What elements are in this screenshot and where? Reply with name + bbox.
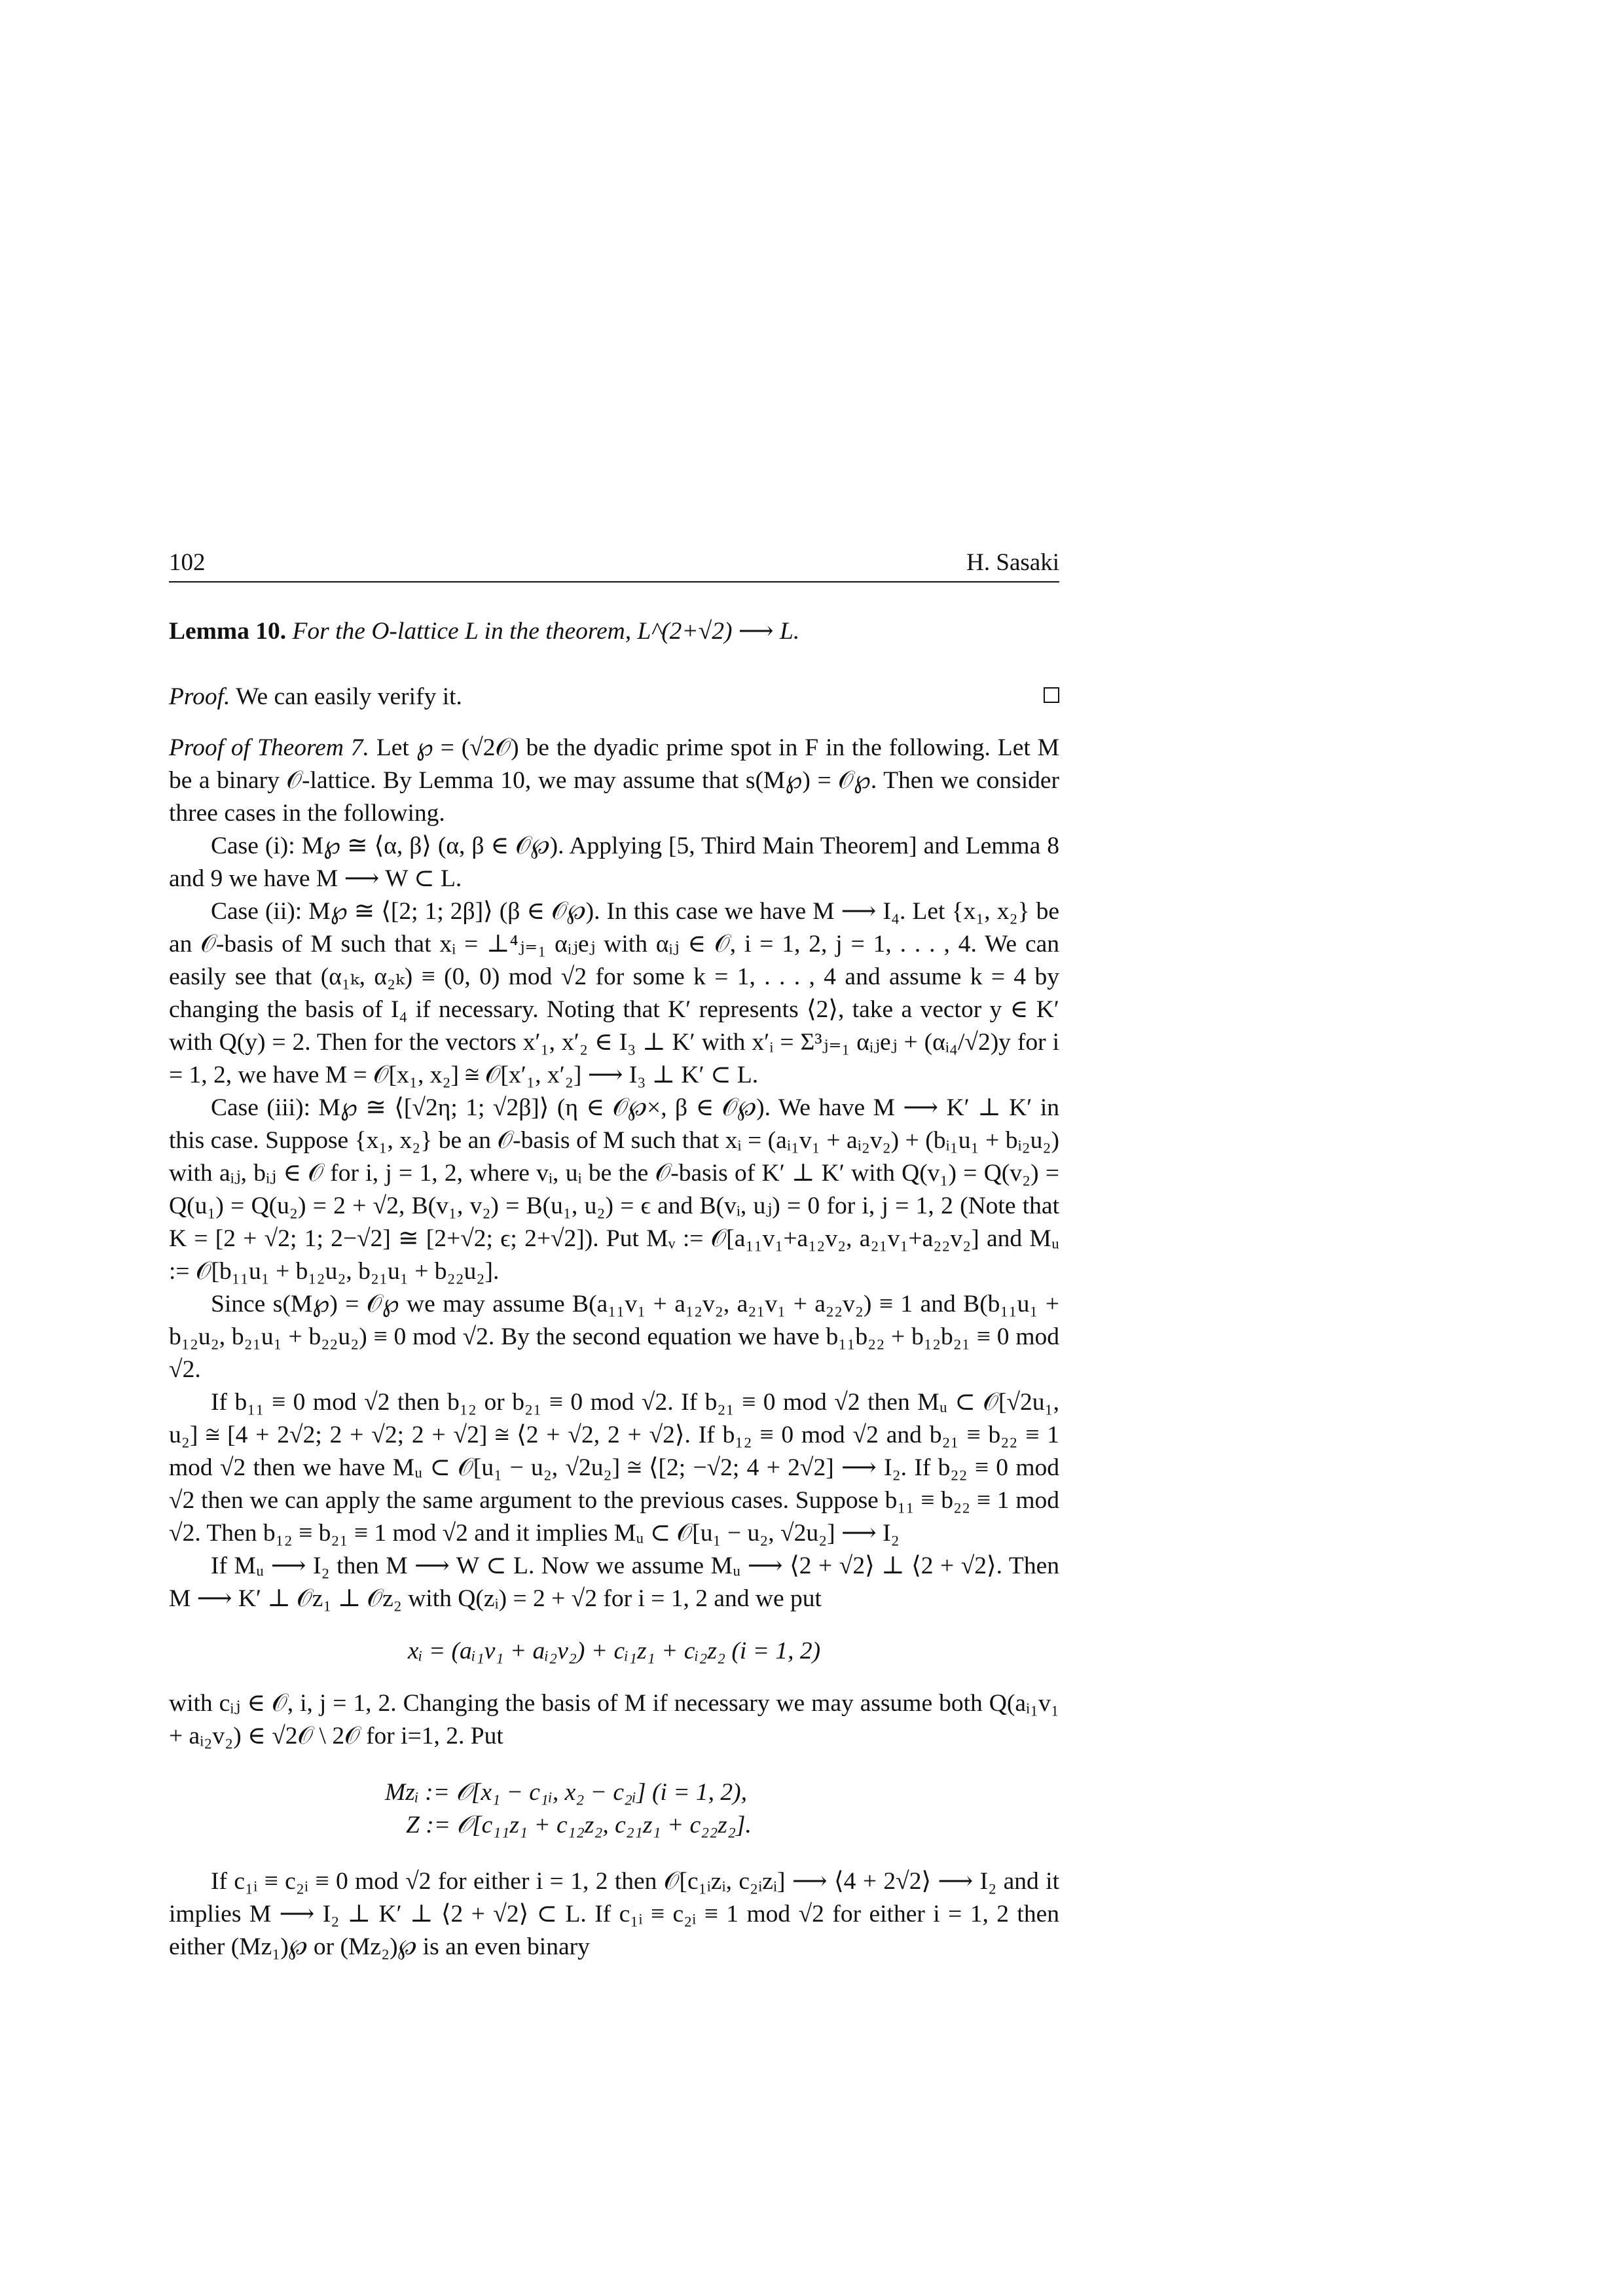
proof-text: We can easily verify it.: [236, 683, 462, 710]
paragraph: If c₁ᵢ ≡ c₂ᵢ ≡ 0 mod √2 for either i = 1, 2 then 𝒪[c₁ᵢzᵢ, c₂ᵢzᵢ] ⟶ ⟨4 + 2√2⟩ ⟶ I₂ and it implies M ⟶ I₂ ⊥ K′ ⊥ ⟨2 + √2⟩ ⊂ L. If c₁ᵢ ≡ c₂ᵢ ≡ 1 mod √2 for either i = 1, 2 then either (Mz₁)℘ or (Mz₂)℘ is an even binary: [169, 1868, 1059, 1960]
paragraph-case-iii: Case (iii): M℘ ≅ ⟨[√2η; 1; √2β]⟩ (η ∈ 𝒪℘×, β ∈ 𝒪℘). We have M ⟶ K′ ⊥ K′ in this case. Suppose {x₁, x₂} be an 𝒪-basis of M such that xᵢ = (aᵢ₁v₁ + aᵢ₂v₂) + (bᵢ₁u₁ + bᵢ₂u₂) with aᵢⱼ, bᵢⱼ ∈ 𝒪 for i, j = 1, 2, where vᵢ, uᵢ be the 𝒪-basis of K′ ⊥ K′ with Q(v₁) = Q(v₂) = Q(u₁) = Q(u₂) = 2 + √2, B(v₁, v₂) = B(u₁, u₂) = ϵ and B(vᵢ, uⱼ) = 0 for i, j = 1, 2 (Note that K = [2 + √2; 1; 2−√2] ≅ [2+√2; ϵ; 2+√2]). Put Mᵥ := 𝒪[a₁₁v₁+a₁₂v₂, a₂₁v₁+a₂₂v₂] and Mᵤ := 𝒪[b₁₁u₁ + b₁₂u₂, b₂₁u₁ + b₂₂u₂].: [169, 1094, 1059, 1285]
paragraph: If b₁₁ ≡ 0 mod √2 then b₁₂ or b₂₁ ≡ 0 mod √2. If b₂₁ ≡ 0 mod √2 then Mᵤ ⊂ 𝒪[√2u₁, u₂] ≅ [4 + 2√2; 2 + √2; 2 + √2] ≅ ⟨2 + √2, 2 + √2⟩. If b₁₂ ≡ 0 mod √2 and b₂₁ ≡ b₂₂ ≡ 1 mod √2 then we have Mᵤ ⊂ 𝒪[u₁ − u₂, √2u₂] ≅ ⟨[2; −√2; 4 + 2√2] ⟶ I₂. If b₂₂ ≡ 0 mod √2 then we can apply the same argument to the previous cases. Suppose b₁₁ ≡ b₂₂ ≡ 1 mod √2. Then b₁₂ ≡ b₂₁ ≡ 1 mod √2 and it implies Mᵤ ⊂ 𝒪[u₁ − u₂, √2u₂] ⟶ I₂: [169, 1389, 1059, 1547]
paragraph-case-i: Case (i): M℘ ≅ ⟨α, β⟩ (α, β ∈ 𝒪℘). Applying [5, Third Main Theorem] and Lemma 8 and 9 we have M ⟶ W ⊂ L.: [169, 833, 1059, 892]
display-equation-2: [385, 1776, 1059, 1842]
paragraph: If Mᵤ ⟶ I₂ then M ⟶ W ⊂ L. Now we assume Mᵤ ⟶ ⟨2 + √2⟩ ⊥ ⟨2 + √2⟩. Then M ⟶ K′ ⊥ 𝒪z₁ ⊥ 𝒪z₂ with Q(zᵢ) = 2 + √2 for i = 1, 2 and we put: [169, 1552, 1059, 1612]
proof-label: Proof.: [169, 683, 230, 710]
theorem-proof-body: [169, 732, 1059, 1964]
running-author: H. Sasaki: [966, 549, 1059, 576]
equation-line: Z := 𝒪[c₁₁z₁ + c₁₂z₂, c₂₁z₁ + c₂₂z₂].: [406, 1812, 752, 1839]
proof-of-theorem-label: Proof of Theorem 7.: [169, 734, 369, 761]
lemma-10: [169, 615, 1059, 648]
paragraph: Since s(M℘) = 𝒪℘ we may assume B(a₁₁v₁ + a₁₂v₂, a₂₁v₁ + a₂₂v₂) ≡ 1 and B(b₁₁u₁ + b₁₂u₂, b₂₁u₁ + b₂₂u₂) ≡ 0 mod √2. By the second equation we have b₁₁b₂₂ + b₁₂b₂₁ ≡ 0 mod √2.: [169, 1291, 1059, 1383]
equation-line: Mzᵢ := 𝒪[x₁ − c₁ᵢ, x₂ − c₂ᵢ] (i = 1, 2),: [385, 1779, 748, 1806]
display-equation-1: xᵢ = (aᵢ₁v₁ + aᵢ₂v₂) + cᵢ₁z₁ + cᵢ₂z₂ (i = 1, 2): [407, 1638, 821, 1664]
lemma-label: Lemma 10.: [169, 618, 287, 645]
qed-symbol: [1044, 687, 1059, 703]
running-header: [169, 545, 1059, 583]
paragraph: [169, 732, 1059, 830]
paragraph-case-ii: Case (ii): M℘ ≅ ⟨[2; 1; 2β]⟩ (β ∈ 𝒪℘). In this case we have M ⟶ I₄. Let {x₁, x₂} be an 𝒪-basis of M such that xᵢ = ⊥⁴ⱼ₌₁ αᵢⱼeⱼ with αᵢⱼ ∈ 𝒪, i = 1, 2, j = 1, . . . , 4. We can easily see that (α₁ₖ, α₂ₖ) ≡ (0, 0) mod √2 for some k = 1, . . . , 4 and assume k = 4 by changing the basis of I₄ if necessary. Noting that K′ represents ⟨2⟩, take a vector y ∈ K′ with Q(y) = 2. Then for the vectors x′₁, x′₂ ∈ I₃ ⊥ K′ with x′ᵢ = Σ³ⱼ₌₁ αᵢⱼeⱼ + (αᵢ₄/√2)y for i = 1, 2, we have M = 𝒪[x₁, x₂] ≅ 𝒪[x′₁, x′₂] ⟶ I₃ ⊥ K′ ⊂ L.: [169, 898, 1059, 1088]
paragraph: with cᵢⱼ ∈ 𝒪, i, j = 1, 2. Changing the basis of M if necessary we may assume both Q(aᵢ₁v₁ + aᵢ₂v₂) ∈ √2𝒪 \ 2𝒪 for i=1, 2. Put: [169, 1690, 1059, 1749]
page-number: 102: [169, 549, 206, 576]
lemma-proof: [169, 681, 1059, 713]
lemma-statement: For the O-lattice L in the theorem, L^(2+√2) ⟶ L.: [292, 618, 800, 645]
paragraph-text: Let ℘ = (√2𝒪) be the dyadic prime spot in F in the following. Let M be a binary 𝒪-lattice. By Lemma 10, we may assume that s(M℘) = 𝒪℘. Then we consider three cases in the following.: [169, 734, 1059, 827]
